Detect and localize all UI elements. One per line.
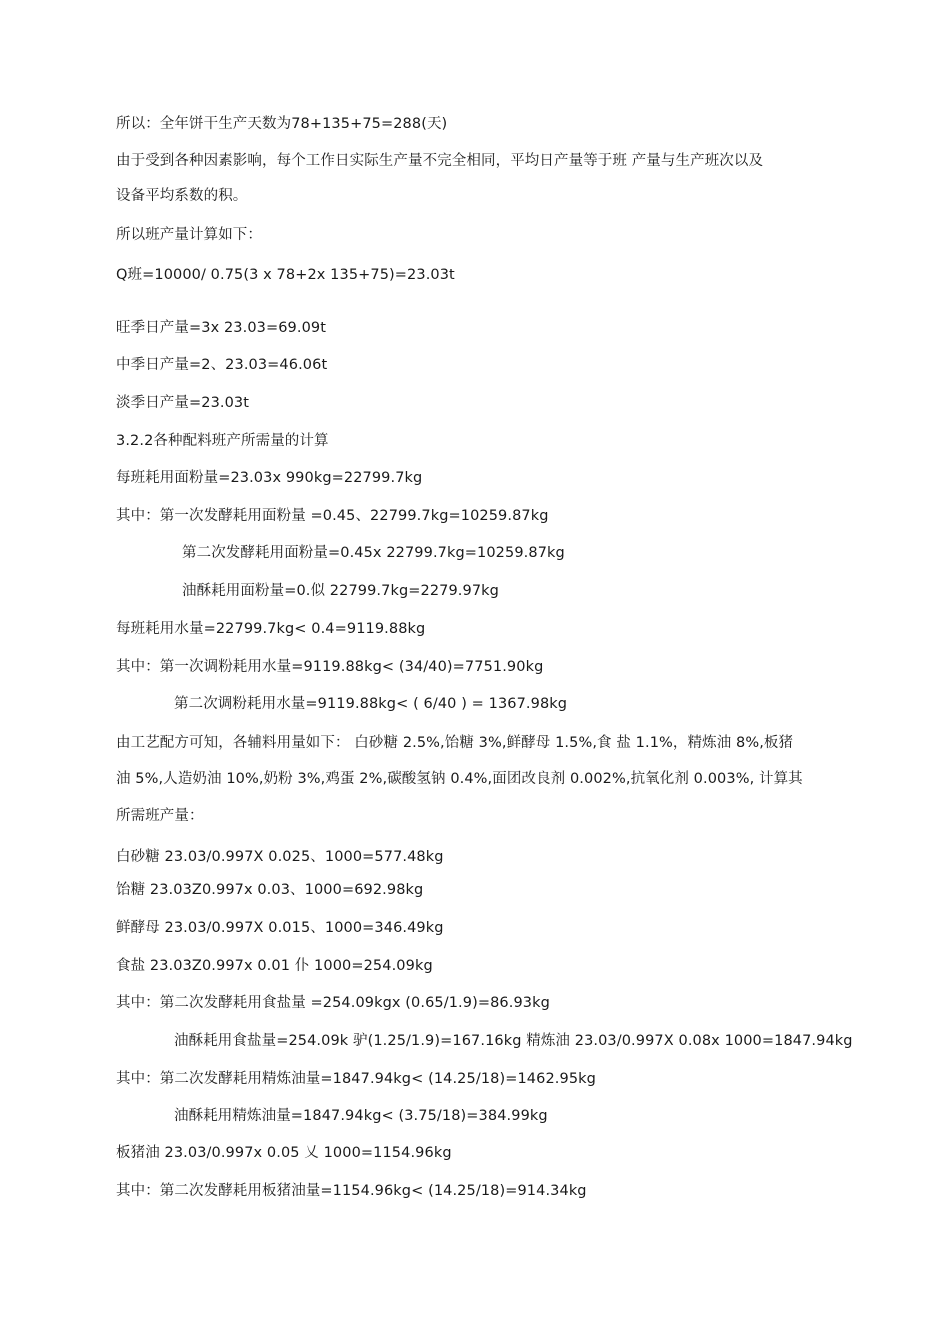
- text-line-mid-season: 中季日产量=2、23.03=46.06t: [116, 357, 328, 373]
- text-line-days: 所以：全年饼干生产天数为78+135+75=288(天): [116, 116, 448, 132]
- text-line-salt: 食盐 23.03Z0.997x 0.01 仆 1000=254.09kg: [116, 958, 433, 974]
- text-line-yeast: 鲜酵母 23.03/0.997X 0.015、1000=346.49kg: [116, 920, 444, 936]
- text-line-recipe-1: 由工艺配方可知，各辅料用量如下： 白砂糖 2.5%,饴糖 3%,鲜酵母 1.5%,食 盐 1.1%，精炼油 8%,板猪: [116, 735, 794, 751]
- section-heading-3-2-2: 3.2.2各种配料班产所需量的计算: [116, 433, 329, 449]
- text-line-q-shift: Q班=10000/ 0.75(3 x 78+2x 135+75)=23.03t: [116, 267, 455, 283]
- text-line-peak-season: 旺季日产量=3x 23.03=69.09t: [116, 320, 327, 336]
- text-line-salt-second: 其中：第二次发酵耗用食盐量 =254.09kgx (0.65/1.9)=86.93kg: [116, 995, 550, 1011]
- text-line-low-season: 淡季日产量=23.03t: [116, 395, 250, 411]
- text-line-salt-pastry-refined-oil: 油酥耗用食盐量=254.09k 驴(1.25/1.9)=167.16kg 精炼油 23.03/0.997X 0.08x 1000=1847.94kg: [174, 1033, 853, 1049]
- text-line-water-first: 其中：第一次调粉耗用水量=9119.88kg< (34/40)=7751.90kg: [116, 659, 544, 675]
- text-line-flour-first: 其中：第一次发酵耗用面粉量 =0.45、22799.7kg=10259.87kg: [116, 508, 549, 524]
- text-line-intro-2: 设备平均系数的积。: [116, 188, 248, 204]
- text-line-oil-second: 其中：第二次发酵耗用精炼油量=1847.94kg< (14.25/18)=1462.95kg: [116, 1071, 596, 1087]
- text-line-water-second: 第二次调粉耗用水量=9119.88kg< ( 6/40 ) = 1367.98kg: [174, 696, 568, 712]
- text-line-flour-pastry: 油酥耗用面粉量=0.似 22799.7kg=2279.97kg: [182, 583, 499, 599]
- text-line-water-total: 每班耗用水量=22799.7kg< 0.4=9119.88kg: [116, 621, 426, 637]
- text-line-recipe-2: 油 5%,人造奶油 10%,奶粉 3%,鸡蛋 2%,碳酸氢钠 0.4%,面团改良剂 0.002%,抗氧化剂 0.003%, 计算其: [116, 771, 803, 787]
- text-line-lard-second: 其中：第二次发酵耗用板猪油量=1154.96kg< (14.25/18)=914.34kg: [116, 1183, 587, 1199]
- text-line-intro-1: 由于受到各种因素影响，每个工作日实际生产量不完全相同，平均日产量等于班 产量与生产班次以及: [116, 153, 764, 169]
- text-line-oil-pastry: 油酥耗用精炼油量=1847.94kg< (3.75/18)=384.99kg: [174, 1108, 548, 1124]
- text-line-calc-heading: 所以班产量计算如下：: [116, 227, 262, 243]
- text-line-recipe-3: 所需班产量：: [116, 808, 204, 824]
- text-line-flour-total: 每班耗用面粉量=23.03x 990kg=22799.7kg: [116, 470, 423, 486]
- text-line-flour-second: 第二次发酵耗用面粉量=0.45x 22799.7kg=10259.87kg: [182, 545, 565, 561]
- text-line-sugar: 白砂糖 23.03/0.997X 0.025、1000=577.48kg: [116, 849, 444, 865]
- text-line-malt-sugar: 饴糖 23.03Z0.997x 0.03、1000=692.98kg: [116, 882, 424, 898]
- text-line-lard: 板猪油 23.03/0.997x 0.05 乂 1000=1154.96kg: [116, 1145, 452, 1161]
